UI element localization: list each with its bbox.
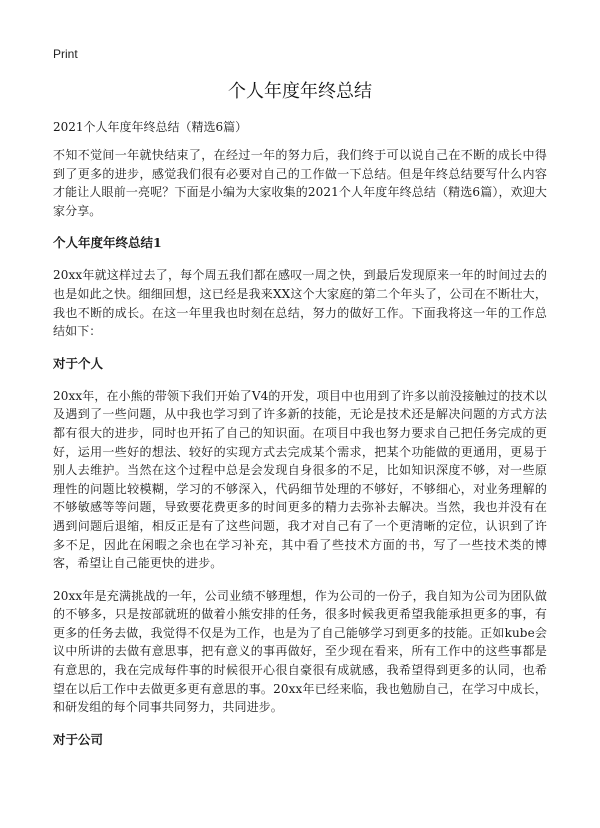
intro-paragraph: 不知不觉间一年就快结束了，在经过一年的努力后，我们终于可以说自己在不断的成长中得到了更多的进步，感觉我们很有必要对自己的工作做一下总结。但是年终总结要写什么内容才能让人眼前一亮呢？下面是小编为大家收集的2021个人年度年终总结（精选6篇），欢迎大家分享。 (53, 148, 547, 218)
summary-1-paragraph: 20xx年就这样过去了，每个周五我们都在感叹一周之快，到最后发现原来一年的时间过去的也是如此之快。细细回想，这已经是我来XX这个大家庭的第二个年头了，公司在不断壮大，我也不断的成长。在这一年里我也时刻在总结，努力的做好工作。下面我将这一年的工作总结如下： (53, 268, 547, 339)
section-heading-summary-1: 个人年度年终总结1 (53, 235, 162, 251)
section-heading-personal: 对于个人 (53, 355, 104, 371)
document-page (53, 80, 547, 763)
section-heading-company: 对于公司 (53, 731, 104, 747)
personal-paragraph-1: 20xx年，在小熊的带领下我们开始了V4的开发，项目中也用到了许多以前没接触过的技术以及遇到了一些问题，从中我也学习到了许多新的技能，无论是技术还是解决问题的方式方法都有很大的进步，同时也开拓了自己的知识面。在项目中我也努力要求自己把任务完成的更好，运用一些好的想法、较好的实现方式去完成某个需求，把某个功能做的更通用，更易于别人去维护。当然在这个过程中总是会发现自身很多的不足，比如知识深度不够，对一些原理性的问题比较模糊，学习的不够深入，代码细节处理的不够好，不够细心，对业务理解的不够敏感等等问题，导致要花费更多的时间更多的精力去弥补去解决。当然，我也并没有在遇到问题后退缩，相反正是有了这些问题，我才对自己有了一个更清晰的定位，认识到了许多不足，因此在闲暇之余也在学习补充，其中看了些技术方面的书，写了一些技术类的博客，希望让自己能更快的进步。 (53, 388, 547, 571)
personal-paragraph-2: 20xx年是充满挑战的一年，公司业绩不够理想，作为公司的一份子，我自知为公司为团队做的不够多，只是按部就班的做着小熊安排的任务，很多时候我更希望我能承担更多的事，有更多的任务去做，我觉得不仅是为工作，也是为了自己能够学习到更多的技能。正如kube会议中所讲的去做有意思事，把有意义的事再做好，至少现在看来，所有工作中的这些事都是有意思的，我在完成每件事的时候很开心很自豪很有成就感，我希望得到更多的认同，也希望在以后工作中去做更多更有意思的事。20xx年已经来临，我也勉励自己，在学习中成长，和研发组的每个同事共同努力，共同进步。 (53, 588, 547, 715)
document-subtitle: 2021个人年度年终总结（精选6篇） (53, 120, 248, 134)
print-link[interactable]: Print (53, 47, 78, 61)
page-title: 个人年度年终总结 (228, 81, 372, 102)
